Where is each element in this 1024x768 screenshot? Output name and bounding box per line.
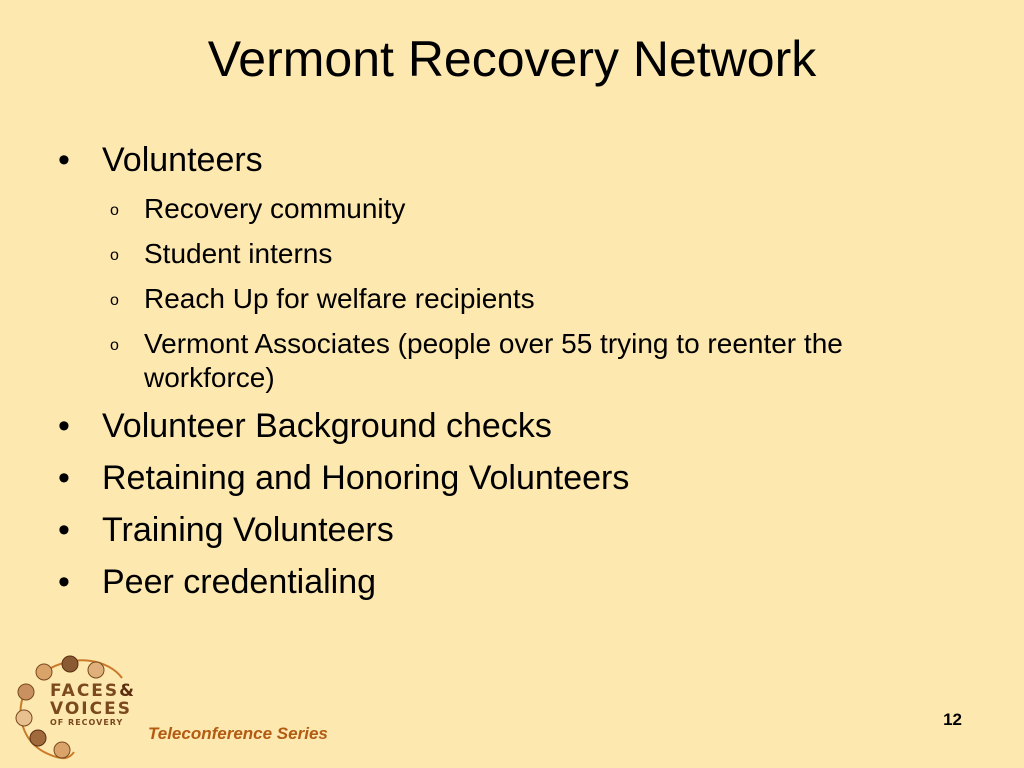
bullet-item	[58, 458, 958, 498]
bullet-item	[58, 140, 958, 180]
sub-bullet-text: Recovery community	[144, 193, 406, 224]
sub-bullet-list	[58, 192, 958, 395]
bullet-item	[58, 510, 958, 550]
sub-bullet-item	[110, 282, 904, 316]
sub-bullet-glyph: o	[110, 247, 119, 264]
bullet-list	[58, 140, 958, 614]
sub-bullet-item	[110, 237, 904, 271]
bullet-text: Volunteer Background checks	[102, 407, 552, 445]
bullet-glyph: •	[58, 141, 70, 179]
bullet-item	[58, 562, 958, 602]
slide-title: Vermont Recovery Network	[207, 31, 817, 87]
bullet-item	[58, 406, 958, 446]
faces-voices-logo	[14, 654, 144, 762]
sub-bullet-text: Vermont Associates (people over 55 trying to reenter the workforce)	[144, 328, 843, 393]
bullet-glyph: •	[58, 407, 70, 445]
bullet-text: Volunteers	[102, 141, 263, 179]
bullet-text: Peer credentialing	[102, 563, 377, 601]
page-number: 12	[943, 710, 962, 729]
teleconference-series-label: Teleconference Series	[148, 724, 328, 743]
bullet-text: Retaining and Honoring Volunteers	[102, 459, 630, 497]
sub-bullet-text: Reach Up for welfare recipients	[144, 283, 535, 314]
bullet-glyph: •	[58, 511, 70, 549]
bullet-glyph: •	[58, 563, 70, 601]
bullet-text: Training Volunteers	[102, 511, 394, 549]
sub-bullet-item	[110, 192, 904, 226]
sub-bullet-text: Student interns	[144, 238, 333, 269]
sub-bullet-glyph: o	[110, 337, 119, 354]
sub-bullet-glyph: o	[110, 202, 119, 219]
sub-bullet-item	[110, 327, 904, 395]
bullet-glyph: •	[58, 459, 70, 497]
logo-wordmark: FACES& VOICES OF RECOVERY	[50, 681, 136, 727]
sub-bullet-glyph: o	[110, 292, 119, 309]
